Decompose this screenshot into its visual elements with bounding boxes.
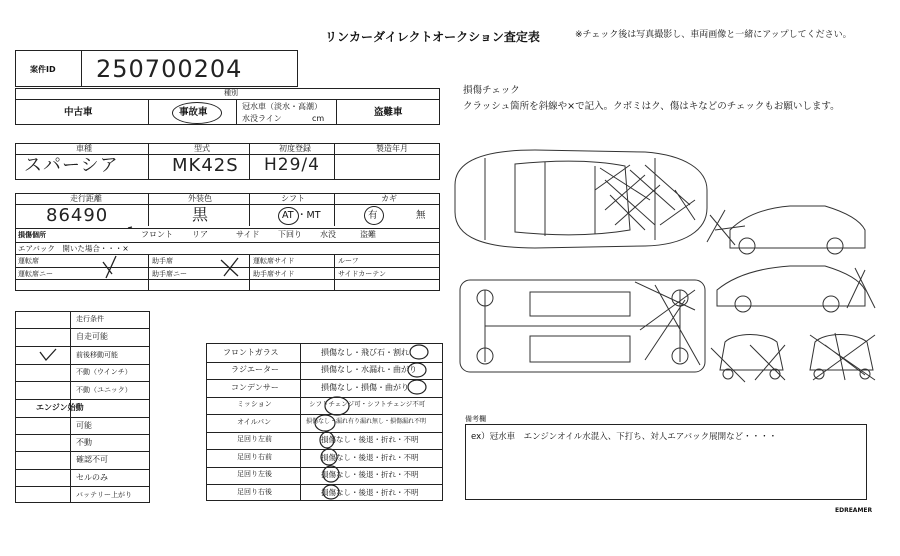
part-name: オイルパン	[237, 418, 272, 426]
accident-circle-mark	[172, 102, 222, 124]
check-mark	[16, 312, 151, 504]
part-name: ミッション	[237, 400, 272, 408]
part-status: シフトチェンジ可・シフトチェンジ不可	[309, 400, 426, 408]
driving-item-winch: 不動（ウインチ）	[76, 368, 132, 376]
damage-part-front: フロント	[141, 230, 173, 239]
vehicle-reg-value: H29/4	[264, 155, 320, 175]
category-used: 中古車	[64, 107, 93, 118]
watermark-logo: EDREAMER	[835, 507, 873, 514]
part-status: 損傷なし・飛び石・割れ	[321, 348, 409, 357]
car-diagram	[445, 130, 865, 420]
vehicle-box	[15, 143, 440, 180]
seat-side-curtain: サイドカーテン	[338, 270, 386, 278]
damage-part-rear: リア	[192, 230, 208, 239]
remarks-box	[465, 424, 867, 500]
engine-item-unknown: 確認不可	[76, 455, 108, 464]
category-box	[15, 88, 440, 125]
part-name: ラジエーター	[231, 365, 279, 374]
part-name: 足回り左前	[237, 435, 272, 443]
remarks-label: 備考欄	[465, 415, 486, 423]
engine-header: エンジン始動	[36, 403, 84, 412]
part-name: 足回り右後	[237, 488, 272, 496]
part-status: 損傷なし・後退・折れ・不明	[321, 453, 419, 462]
seat-passenger-side: 助手席サイド	[253, 270, 295, 278]
category-accident: 事故車	[179, 107, 208, 118]
vehicle-model-label: 型式	[194, 144, 210, 153]
driving-item-self: 自走可能	[76, 332, 108, 341]
category-header: 種別	[224, 89, 238, 97]
shift-mt: ・MT	[297, 210, 321, 221]
shift-at: AT	[282, 210, 294, 221]
status-circle-marks	[207, 344, 444, 502]
part-status: 損傷なし・後退・折れ・不明	[321, 435, 419, 444]
mileage-value: 86490	[46, 205, 109, 226]
category-waterline: 水没ライン	[242, 114, 282, 123]
engine-item-dead: 不動	[76, 438, 92, 447]
category-stolen: 盗難車	[374, 107, 403, 118]
header-note: ※チェック後は写真撮影し、車両画像と一緒にアップしてください。	[575, 30, 852, 40]
form-title: リンカーダイレクトオークション査定表	[325, 30, 540, 44]
color-label: 外装色	[188, 194, 212, 203]
part-name: フロントガラス	[223, 348, 279, 357]
color-value: 黒	[192, 205, 210, 224]
details-box	[15, 193, 440, 291]
driving-item-unic: 不動（ユニック）	[76, 386, 132, 394]
damage-check-title: 損傷チェック	[463, 85, 520, 96]
part-name: 足回り右前	[237, 453, 272, 461]
seat-driver-side: 運転席サイド	[253, 257, 295, 265]
damage-part-under: 下回り	[278, 230, 302, 239]
vehicle-mfg-label: 製造年月	[376, 144, 408, 153]
vehicle-name-value: スパーシア	[24, 155, 119, 176]
shift-label: シフト	[281, 194, 305, 203]
key-label: カギ	[381, 194, 397, 203]
seat-passenger-knee: 助手席ニー	[152, 270, 187, 278]
driving-item-push: 前後移動可能	[76, 351, 118, 359]
remarks-example: ex）冠水車 エンジンオイル水混入、下打ち、対人エアバック展開など・・・・	[471, 432, 778, 442]
part-status: 損傷なし・損傷・曲がり	[321, 383, 409, 392]
engine-item-battery: バッテリー上がり	[76, 491, 132, 499]
seat-driver: 運転席	[18, 257, 39, 265]
damage-parts-label: 損傷個所	[18, 231, 46, 239]
damage-part-theft: 盗難	[360, 230, 376, 239]
seat-driver-knee: 運転席ニー	[18, 270, 53, 278]
case-id-box	[15, 50, 298, 87]
damage-check-instruction: クラッシュ箇所を斜線や×で記入。クボミはク、傷はキなどのチェックもお願いします。	[463, 101, 840, 112]
driving-header: 走行条件	[76, 315, 104, 323]
part-name: コンデンサー	[231, 383, 279, 392]
vehicle-model-value: MK42S	[172, 155, 239, 176]
damage-part-flood: 水没	[320, 230, 336, 239]
damage-part-side: サイド	[236, 230, 260, 239]
engine-item-ok: 可能	[76, 421, 92, 430]
vehicle-reg-label: 初度登録	[279, 144, 311, 153]
mileage-label: 走行距離	[70, 194, 102, 203]
key-no: 無	[416, 210, 426, 221]
parts-table	[206, 343, 443, 501]
category-flood: 冠水車（淡水・高潮）	[242, 102, 322, 111]
case-id-value: 250700204	[96, 55, 243, 83]
driving-box	[15, 311, 150, 503]
case-id-label: 案件ID	[30, 65, 56, 74]
category-waterline-unit: cm	[312, 114, 325, 123]
airbag-label: エアバック 開いた場合・・・×	[18, 244, 129, 253]
part-status: 損傷なし・後退・折れ・不明	[321, 470, 419, 479]
engine-item-cell: セルのみ	[76, 473, 108, 482]
part-name: 足回り左後	[237, 470, 272, 478]
key-yes: 有	[368, 210, 378, 221]
part-status: 損傷なし・後退・折れ・不明	[321, 488, 419, 497]
seat-passenger: 助手席	[152, 257, 173, 265]
part-status: 損傷なし・漏れ有り漏れ無し・損傷漏れ不明	[306, 418, 427, 425]
vehicle-name-label: 車種	[76, 144, 92, 153]
seat-roof: ルーフ	[338, 257, 359, 265]
part-status: 損傷なし・水漏れ・曲がり	[321, 365, 417, 374]
handwritten-x-marks	[16, 194, 441, 292]
